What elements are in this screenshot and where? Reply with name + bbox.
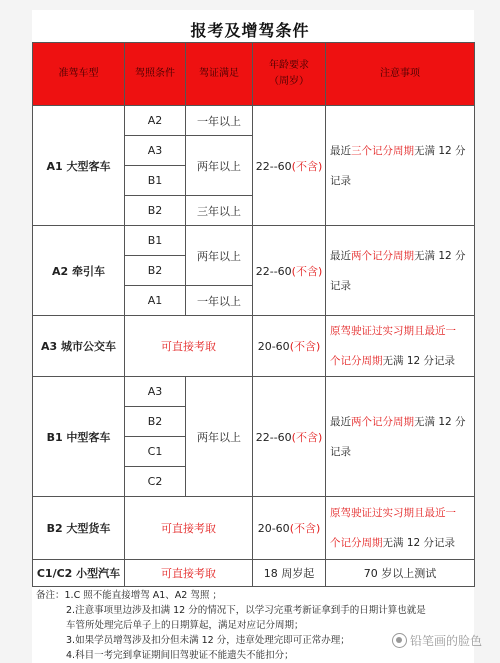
watermark — [392, 632, 482, 649]
held-cell: 两年以上 — [186, 136, 253, 196]
notes-cell-a3 — [326, 316, 475, 377]
header-license-condition: 驾照条件 — [125, 43, 186, 106]
document-title: 报考及增驾条件 — [190, 21, 310, 40]
header-license-held: 驾证满足 — [186, 43, 253, 106]
age-note: (不含) — [289, 522, 321, 535]
license-cell: B1 — [125, 166, 186, 196]
license-cell: C2 — [125, 467, 186, 497]
age-note: (不含) — [291, 159, 323, 173]
note-text: 无满 12 分 — [414, 415, 466, 428]
table-row — [33, 106, 475, 136]
held-cell: 两年以上 — [186, 377, 253, 497]
table-row — [33, 316, 475, 377]
license-cell: A1 — [125, 286, 186, 316]
note-text: 最近 — [330, 415, 351, 428]
note-highlight: 三个记分周期 — [351, 144, 414, 157]
footnote-4: 4.科目一考完到拿证期间旧驾驶证不能遗失不能扣分； — [66, 650, 294, 661]
held-cell: 两年以上 — [186, 226, 253, 286]
held-cell: 一年以上 — [186, 286, 253, 316]
footnote-2-cont: 车管所处理完后单子上的日期算起，满足对应记分周期； — [66, 620, 304, 631]
age-note: (不含) — [291, 430, 323, 444]
note-line: 原驾驶证过实习期且最近一 — [330, 507, 456, 519]
note-text: 无满 12 分记录 — [382, 537, 456, 549]
age-cell-a2 — [253, 226, 326, 316]
note-text: 最近 — [330, 144, 351, 157]
note-line — [330, 346, 470, 376]
note-line: 记录 — [330, 445, 351, 458]
license-cell: C1 — [125, 437, 186, 467]
vehicle-a1: A1 大型客车 — [33, 106, 125, 226]
age-cell-c: 18 周岁起 — [253, 560, 326, 587]
note-line: 记录 — [330, 279, 351, 292]
note-highlight: 个记分周期 — [330, 537, 383, 549]
note-line: 记录 — [330, 174, 351, 187]
header-notes: 注意事项 — [326, 43, 475, 106]
header-age-requirement — [253, 43, 326, 106]
license-cell: B2 — [125, 256, 186, 286]
note-text: 最近 — [330, 249, 351, 262]
age-cell-a3 — [253, 316, 326, 377]
direct-exam-cell: 可直接考取 — [125, 316, 253, 377]
note-line — [330, 528, 470, 558]
note-highlight: 两个记分周期 — [351, 415, 414, 428]
notes-cell-a1 — [326, 106, 475, 226]
note-text: 无满 12 分 — [414, 249, 466, 262]
footnote-2: 2.注意事项里边涉及扣满 12 分的情况下，以学习完重考新证拿到手的日期计算也就是 — [66, 605, 426, 616]
note-text: 无满 12 分记录 — [382, 355, 456, 367]
header-age-line2: （周岁） — [269, 76, 309, 87]
footnote-1: 备注：1.C 照不能直接增驾 A1、A2 驾照 ； — [36, 590, 222, 601]
notes-cell-b1 — [326, 377, 475, 497]
age-cell-b1 — [253, 377, 326, 497]
direct-exam-cell: 可直接考取 — [125, 560, 253, 587]
header-vehicle-type: 准驾车型 — [33, 43, 125, 106]
note-highlight: 两个记分周期 — [351, 249, 414, 262]
license-cell: A3 — [125, 377, 186, 407]
notes-cell-c: 70 岁以上测试 — [326, 560, 475, 587]
table-header-row — [33, 43, 475, 106]
age-cell-a1 — [253, 106, 326, 226]
direct-exam-cell: 可直接考取 — [125, 497, 253, 560]
note-highlight: 个记分周期 — [330, 355, 383, 367]
license-cell: A3 — [125, 136, 186, 166]
age-note: (不含) — [289, 340, 321, 353]
vehicle-c1c2: C1/C2 小型汽车 — [33, 560, 125, 587]
vehicle-a3: A3 城市公交车 — [33, 316, 125, 377]
age-value: 20-60 — [257, 522, 290, 535]
watermark-text: 铅笔画的脸色 — [409, 634, 482, 648]
table-row — [33, 497, 475, 560]
license-cell: B1 — [125, 226, 186, 256]
age-cell-b2 — [253, 497, 326, 560]
notes-cell-b2 — [326, 497, 475, 560]
table-row — [33, 226, 475, 256]
table-row — [33, 377, 475, 407]
age-value: 20-60 — [257, 340, 290, 353]
vehicle-a2: A2 牵引车 — [33, 226, 125, 316]
license-cell: A2 — [125, 106, 186, 136]
license-cell: B2 — [125, 407, 186, 437]
header-age-line1: 年龄要求 — [269, 60, 309, 71]
vehicle-b2: B2 大型货车 — [33, 497, 125, 560]
vehicle-b1: B1 中型客车 — [33, 377, 125, 497]
footnotes — [36, 588, 468, 663]
footnote-3: 3.如果学员增驾涉及扣分但未满 12 分，违章处理完即可正常办理； — [66, 635, 350, 646]
license-conditions-table — [32, 42, 475, 587]
age-value: 22--60 — [255, 430, 292, 444]
age-value: 22--60 — [255, 264, 292, 278]
held-cell: 一年以上 — [186, 106, 253, 136]
age-note: (不含) — [291, 264, 323, 278]
note-line — [330, 241, 470, 271]
watermark-logo-icon — [392, 633, 407, 648]
license-cell: B2 — [125, 196, 186, 226]
note-line: 原驾驶证过实习期且最近一 — [330, 325, 456, 337]
notes-cell-a2 — [326, 226, 475, 316]
held-cell: 三年以上 — [186, 196, 253, 226]
note-line — [330, 407, 470, 437]
table-row — [33, 560, 475, 587]
note-line — [330, 136, 470, 166]
age-value: 22--60 — [255, 159, 292, 173]
note-text: 无满 12 分 — [414, 144, 466, 157]
